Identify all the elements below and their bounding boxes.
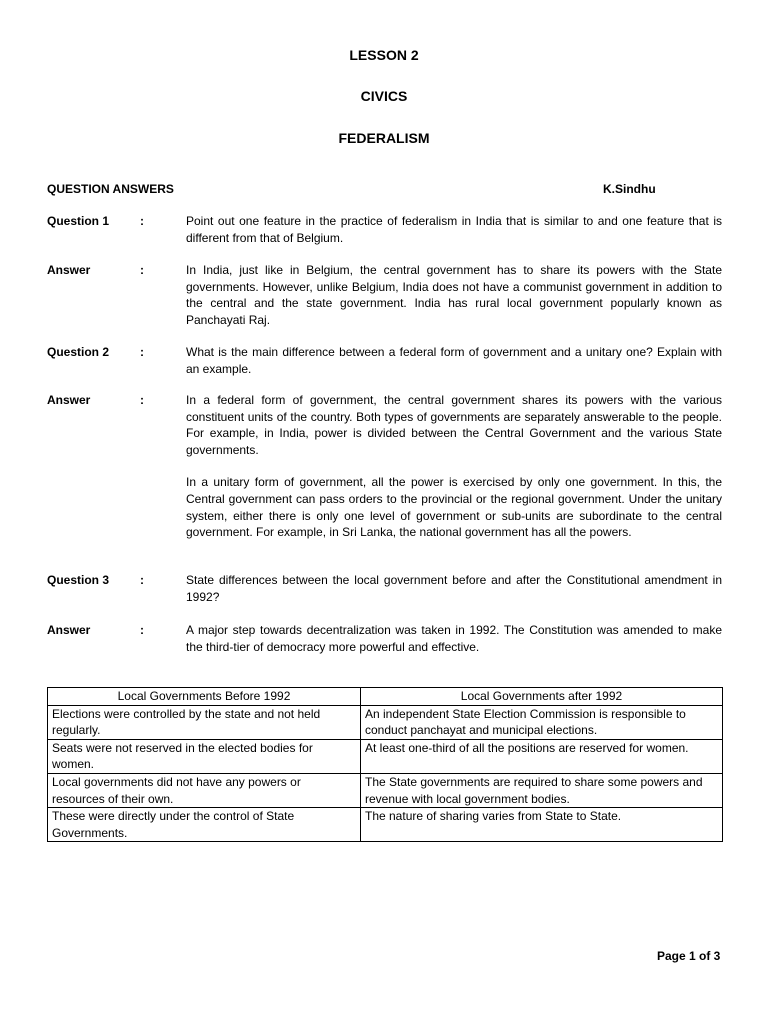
page-number: Page 1 of 3	[657, 949, 721, 963]
answer-text	[186, 392, 722, 541]
topic-title: FEDERALISM	[338, 130, 430, 146]
answer-text	[186, 622, 722, 655]
document-meta	[47, 181, 722, 199]
answer-label: Answer	[47, 263, 91, 277]
question-text	[186, 213, 722, 246]
paragraph: In a federal form of government, the central government shares its powers with the various constituent units of the country. Both types of governments are separately answerable to the people. For example, in India, power is divided between the Central Government and the various State governments.	[186, 393, 722, 457]
table-row	[48, 808, 723, 842]
paragraph: In India, just like in Belgium, the central government has to share its powers with the State governments. However, unlike Belgium, India does not have a communist government in addition to the central and the state government. India has rural local government popularly known as Panchayati Raj.	[186, 263, 722, 327]
table-cell: The State governments are required to share some powers and revenue with local government bodies.	[361, 773, 723, 807]
table-row	[48, 773, 723, 807]
paragraph: In a unitary form of government, all the power is exercised by only one government. In this, the Central government can pass orders to the provincial or the regional government. Under the unitary system, either there is only one level of government or sub-units are subordinate to the central government. For example, in Sri Lanka, the national government has all the powers.	[186, 475, 722, 540]
answer-text	[186, 262, 722, 328]
table-row	[48, 739, 723, 773]
paragraph: State differences between the local government before and after the Constitutional amendment in 1992?	[186, 573, 722, 604]
label-colon: :	[140, 623, 144, 637]
label-colon: :	[140, 573, 144, 587]
column-header-after-1992: Local Governments after 1992	[361, 688, 723, 706]
table-cell: An independent State Election Commission is responsible to conduct panchayat and municipal elections.	[361, 705, 723, 739]
table-cell: These were directly under the control of State Governments.	[48, 808, 361, 842]
paragraph: Point out one feature in the practice of federalism in India that is similar to and one feature that is different from that of Belgium.	[186, 214, 722, 245]
label-colon: :	[140, 263, 144, 277]
table-cell: The nature of sharing varies from State to State.	[361, 808, 723, 842]
label-colon: :	[140, 214, 144, 228]
table-cell: Seats were not reserved in the elected bodies for women.	[48, 739, 361, 773]
table-cell: Local governments did not have any powers or resources of their own.	[48, 773, 361, 807]
lesson-title: LESSON 2	[349, 47, 419, 63]
table-cell: At least one-third of all the positions are reserved for women.	[361, 739, 723, 773]
answer-label: Answer	[47, 623, 91, 637]
question-label: Question 1	[47, 214, 110, 228]
question-text	[186, 344, 722, 377]
question-label: Question 2	[47, 345, 110, 359]
subject-title: CIVICS	[360, 88, 408, 104]
author-name: K.Sindhu	[603, 182, 656, 196]
comparison-table	[47, 687, 723, 842]
question-label: Question 3	[47, 573, 110, 587]
question-text	[186, 572, 722, 605]
table-row	[48, 705, 723, 739]
paragraph: What is the main difference between a federal form of government and a unitary one? Explain with an example.	[186, 345, 722, 376]
table-header-row	[48, 688, 723, 706]
paragraph: A major step towards decentralization was taken in 1992. The Constitution was amended to make the third-tier of democracy more powerful and effective.	[186, 623, 722, 654]
answer-label: Answer	[47, 393, 91, 407]
label-colon: :	[140, 393, 144, 407]
table-cell: Elections were controlled by the state and not held regularly.	[48, 705, 361, 739]
section-label: QUESTION ANSWERS	[47, 182, 174, 196]
label-colon: :	[140, 345, 144, 359]
column-header-before-1992: Local Governments Before 1992	[48, 688, 361, 706]
